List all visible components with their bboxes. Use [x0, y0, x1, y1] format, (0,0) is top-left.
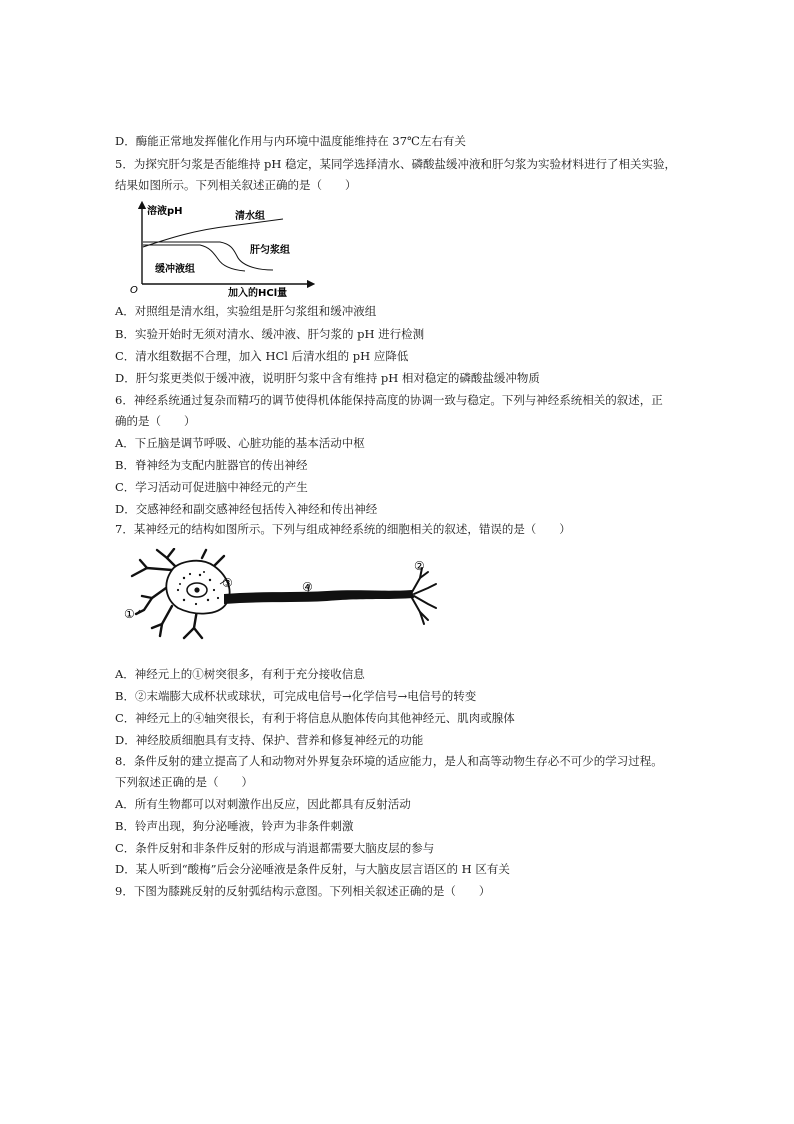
marker-2: ②: [414, 559, 425, 573]
marker-1: ①: [124, 607, 135, 621]
axon: [224, 590, 414, 604]
q5-option-c: C．清水组数据不合理，加入 HCl 后清水组的 pH 应降低: [115, 349, 409, 363]
dendrite-branch: [214, 556, 224, 566]
q8-stem-line-1: 8．条件反射的建立提高了人和动物对外界复杂环境的适应能力，是人和高等动物生存必不可少的学习过程。: [115, 754, 663, 768]
q5-stem-line-2: 结果如图所示。下列相关叙述正确的是（ ）: [115, 178, 357, 192]
buffer-group-label: 缓冲液组: [155, 264, 195, 275]
q5-stem-line-1: 5．为探究肝匀浆是否能维持 pH 稳定，某同学选择清水、磷酸盐缓冲液和肝匀浆为实验材料进行了相关实验，: [115, 157, 677, 171]
q7-option-b: B．②末端膨大成杯状或球状，可完成电信号→化学信号→电信号的转变: [115, 689, 477, 703]
q6-option-c: C．学习活动可促进脑中神经元的产生: [115, 480, 308, 494]
dendrite-branch: [136, 588, 166, 614]
q8-option-c: C．条件反射和非条件反射的形成与消退都需要大脑皮层的参与: [115, 841, 435, 855]
q7-stem: 7．某神经元的结构如图所示。下列与组成神经系统的细胞相关的叙述，错误的是（ ）: [115, 522, 571, 536]
axon-terminal-branch: [412, 598, 424, 624]
axon-terminal-branch: [414, 584, 436, 594]
ph-chart-figure: [125, 200, 325, 300]
q6-option-d: D．交感神经和副交感神经包括传入神经和传出神经: [115, 502, 378, 516]
dendrite-branch: [140, 560, 147, 568]
q5-option-d: D．肝匀浆更类似于缓冲液，说明肝匀浆中含有维持 pH 相对稳定的磷酸盐缓冲物质: [115, 371, 540, 385]
q7-option-d: D．神经胶质细胞具有支持、保护、营养和修复神经元的功能: [115, 733, 424, 747]
q5-option-a: A．对照组是清水组，实验组是肝匀浆组和缓冲液组: [115, 304, 377, 318]
x-axis-label: 加入的HCl量: [228, 288, 288, 299]
q7-option-c: C．神经元上的④轴突很长，有利于将信息从胞体传向其他神经元、肌肉或腺体: [115, 711, 515, 725]
q8-stem-line-2: 下列叙述正确的是（ ）: [115, 775, 253, 789]
liver-group-label: 肝匀浆组: [250, 245, 290, 256]
dendrite-branch: [202, 550, 206, 558]
origin-label: O: [130, 285, 138, 296]
q6-stem-line-1: 6．神经系统通过复杂而精巧的调节使得机体能保持高度的协调一致与稳定。下列与神经系统相关的叙述，正: [115, 393, 663, 407]
q9-stem: 9．下图为膝跳反射的反射弧结构示意图。下列相关叙述正确的是（ ）: [115, 884, 491, 898]
q5-option-b: B．实验开始时无须对清水、缓冲液、肝匀浆的 pH 进行检测: [115, 327, 425, 341]
dendrite-branch: [132, 568, 172, 576]
dendrite-branch: [142, 596, 152, 598]
dendrite-branch: [194, 628, 202, 638]
q8-option-b: B．铃声出现，狗分泌唾液，铃声为非条件刺激: [115, 819, 354, 833]
q6-option-a: A．下丘脑是调节呼吸、心脏功能的基本活动中枢: [115, 436, 365, 450]
y-axis-label: 溶液pH: [147, 206, 183, 217]
dendrite-branch: [167, 549, 174, 558]
neuron-figure: [122, 548, 442, 648]
q6-stem-line-2: 确的是（ ）: [115, 414, 196, 428]
water-group-label: 清水组: [235, 211, 265, 222]
q8-option-a: A．所有生物都可以对刺激作出反应，因此都具有反射活动: [115, 797, 411, 811]
marker-3: ③: [222, 576, 233, 590]
water-group-curve: [143, 219, 283, 247]
q8-option-d: D．某人听到“酸梅”后会分泌唾液是条件反射，与大脑皮层言语区的 H 区有关: [115, 862, 510, 876]
q7-option-a: A．神经元上的①树突很多，有利于充分接收信息: [115, 667, 365, 681]
q6-option-b: B．脊神经为支配内脏器官的传出神经: [115, 458, 308, 472]
nucleolus: [194, 587, 199, 592]
dendrite-branch: [184, 610, 197, 638]
marker-4: ④: [302, 580, 313, 594]
q4-option-d: D．酶能正常地发挥催化作用与内环境中温度能维持在 37℃左右有关: [115, 134, 466, 148]
